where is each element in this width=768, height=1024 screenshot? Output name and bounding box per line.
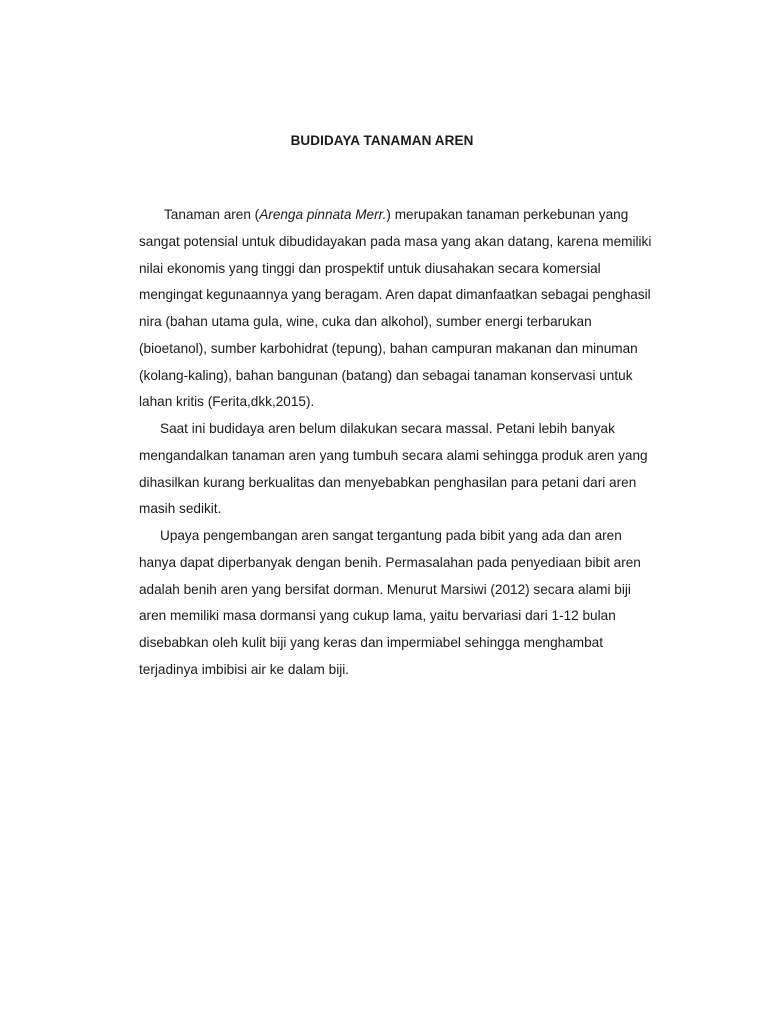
text-line xyxy=(139,202,674,229)
scientific-name: Arenga pinnata Merr. xyxy=(259,207,387,222)
text-line: disebabkan oleh kulit biji yang keras dan impermiabel sehingga menghambat xyxy=(139,635,603,650)
paragraph-3 xyxy=(139,523,674,684)
document-body xyxy=(139,202,674,684)
text-line: hanya dapat diperbanyak dengan benih. Permasalahan pada penyediaan bibit aren xyxy=(139,554,641,570)
paragraph-2 xyxy=(139,416,674,523)
text-line: mengandalkan tanaman aren yang tumbuh secara alami sehingga produk aren yang xyxy=(139,447,648,463)
text-line: (kolang-kaling), bahan bangunan (batang) dan sebagai tanaman konservasi untuk xyxy=(139,367,633,383)
text-line: terjadinya imbibisi air ke dalam biji. xyxy=(139,661,350,677)
text-line: nilai ekonomis yang tinggi dan prospektif untuk diusahakan secara komersial xyxy=(139,260,601,276)
text-line: mengingat kegunaannya yang beragam. Aren dapat dimanfaatkan sebagai penghasil xyxy=(139,287,651,303)
text-line: adalah benih aren yang bersifat dorman. Menurut Marsiwi (2012) secara alami biji xyxy=(139,581,631,597)
text-line: dihasilkan kurang berkualitas dan menyebabkan penghasilan para petani dari aren xyxy=(139,474,637,490)
text-line: nira (bahan utama gula, wine, cuka dan alkohol), sumber energi terbarukan xyxy=(139,314,592,329)
text-line: Upaya pengembangan aren sangat tergantung pada bibit yang ada dan aren xyxy=(160,528,622,543)
text-line: sangat potensial untuk dibudidayakan pada masa yang akan datang, karena memiliki xyxy=(139,233,652,249)
document-title: BUDIDAYA TANAMAN AREN xyxy=(290,133,474,148)
text-line: Saat ini budidaya aren belum dilakukan secara massal. Petani lebih banyak xyxy=(160,421,615,436)
text-line: masih sedikit. xyxy=(139,501,222,517)
text-run: ) merupakan tanaman perkebunan yang xyxy=(386,207,629,222)
text-line: lahan kritis (Ferita,dkk,2015). xyxy=(139,394,315,410)
text-line: aren memiliki masa dormansi yang cukup lama, yaitu bervariasi dari 1-12 bulan xyxy=(139,608,616,624)
text-line: (bioetanol), sumber karbohidrat (tepung), bahan campuran makanan dan minuman xyxy=(139,340,638,356)
paragraph-1 xyxy=(139,202,674,416)
text-run: Tanaman aren ( xyxy=(164,207,260,222)
